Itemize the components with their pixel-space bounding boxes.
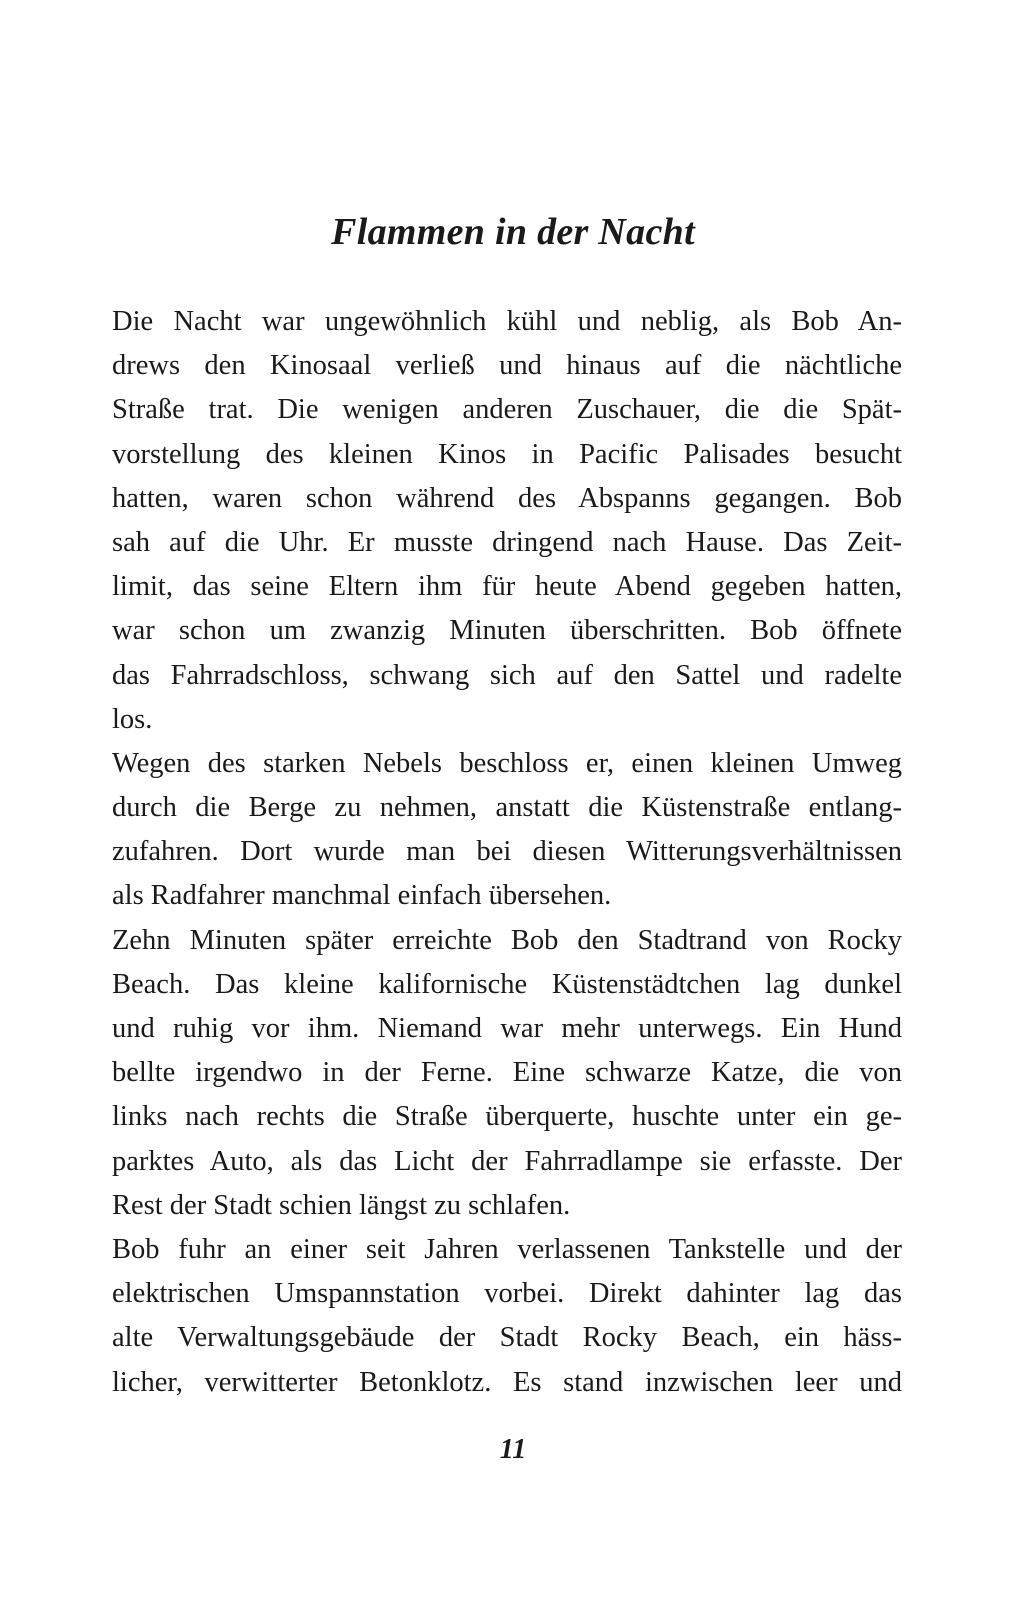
text-line: drews den Kinosaal verließ und hinaus auf die nächtliche (112, 350, 902, 382)
text-line: zufahren. Dort wurde man bei diesen Witterungsverhältnissen (112, 836, 902, 868)
text-line: das Fahrradschloss, schwang sich auf den Sattel und radelte (112, 659, 902, 691)
text-line: als Radfahrer manchmal einfach übersehen. (112, 880, 612, 912)
chapter-title: Flammen in der Nacht (331, 211, 695, 253)
text-line: links nach rechts die Straße überquerte, huschte unter ein ge- (112, 1101, 902, 1133)
text-line: licher, verwitterter Betonklotz. Es stand inzwischen leer und (112, 1366, 902, 1398)
page-number: 11 (499, 1434, 527, 1465)
text-line: limit, das seine Eltern ihm für heute Abend gegeben hatten, (112, 571, 902, 603)
text-line: Bob fuhr an einer seit Jahren verlassenen Tankstelle und der (112, 1233, 902, 1265)
text-line: alte Verwaltungsgebäude der Stadt Rocky Beach, ein häss- (112, 1322, 902, 1354)
text-line: bellte irgendwo in der Ferne. Eine schwarze Katze, die von (112, 1057, 902, 1089)
text-line: parktes Auto, als das Licht der Fahrradlampe sie erfasste. Der (112, 1145, 902, 1177)
text-line: los. (112, 703, 153, 735)
text-line: war schon um zwanzig Minuten überschritten. Bob öffnete (112, 615, 902, 647)
text-line: elektrischen Umspannstation vorbei. Direkt dahinter lag das (112, 1278, 902, 1310)
text-line: Straße trat. Die wenigen anderen Zuschauer, die die Spät- (112, 394, 902, 426)
text-line: Beach. Das kleine kalifornische Küstenstädtchen lag dunkel (112, 968, 902, 1000)
text-line: vorstellung des kleinen Kinos in Pacific Palisades besucht (112, 438, 902, 470)
text-line: Rest der Stadt schien längst zu schlafen. (112, 1189, 571, 1221)
text-line: Wegen des starken Nebels beschloss er, einen kleinen Umweg (112, 747, 902, 779)
text-line: sah auf die Uhr. Er musste dringend nach Hause. Das Zeit- (112, 526, 902, 558)
text-line: Die Nacht war ungewöhnlich kühl und neblig, als Bob An- (112, 306, 902, 337)
text-line: Zehn Minuten später erreichte Bob den Stadtrand von Rocky (112, 924, 902, 956)
text-line: hatten, waren schon während des Abspanns gegangen. Bob (112, 482, 902, 514)
body-text (112, 300, 902, 1405)
text-line: und ruhig vor ihm. Niemand war mehr unterwegs. Ein Hund (112, 1013, 902, 1044)
text-line: durch die Berge zu nehmen, anstatt die Küstenstraße entlang- (112, 792, 902, 824)
